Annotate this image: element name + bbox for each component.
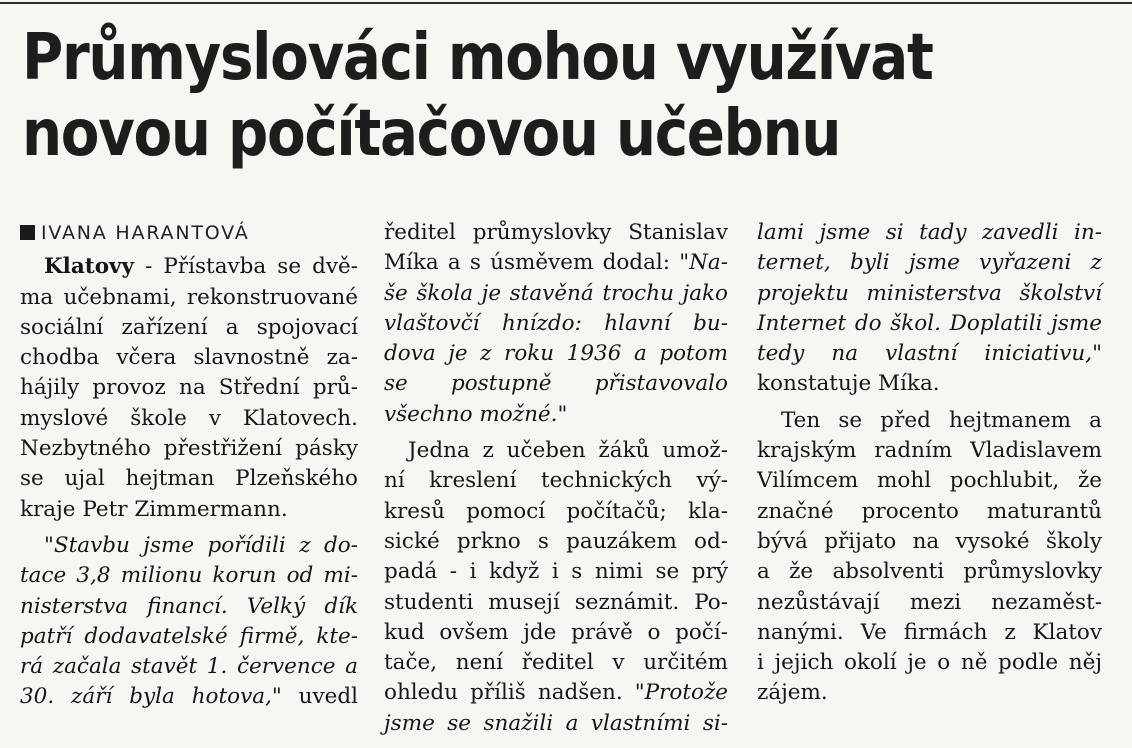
text-line: studenti musejí seznámit. Po- [384,589,728,615]
quote-line: nisterstva financí. Velký dík [20,593,358,619]
text-line: zájem. [757,680,828,706]
article-column-3 [757,218,1102,709]
text-line: hájily provoz na Střední prů- [20,375,358,401]
text-line: chodba včera slavnostně za- [20,345,358,371]
quote-line: "Stavbu jsme pořídili z do- [44,532,358,558]
text-line: Klatovy - Přístavba se dvě- [44,254,358,280]
headline-line-1: Průmyslováci mohou využívat [22,21,933,95]
text-line: bývá přijato na vysoké školy [757,528,1102,554]
quote-line: tace 3,8 milionu korun od mi- [20,563,358,589]
text-line: sické prkno s pauzákem od- [384,528,728,554]
quote-line: ternet, byli jsme vyřazeni z [757,250,1102,276]
text-line: ohledu příliš nadšen. "Protože [384,680,728,706]
text-line: tače, není ředitel v určitém [384,650,728,676]
text-line: ma učebnami, rekonstruované [20,284,358,310]
text-line: ředitel průmyslovky Stanislav [384,220,728,245]
headline [22,20,990,172]
article-column-2 [384,218,728,739]
text-line: značné procento maturantů [757,498,1102,524]
byline-author: IVANA HARANTOVÁ [41,222,250,244]
quote-line: se postupně přistavovalo [384,371,728,397]
quote-line: všechno možné." [384,401,568,427]
quote-line: še škola je stavěná trochu jako [384,280,728,306]
text-line: konstatuje Míka. [757,371,940,397]
byline-square-icon [20,225,35,240]
text-line: nezůstávají mezi nezaměst- [757,589,1102,615]
text-line: a že absolventi průmyslovky [757,559,1102,585]
text-line: 30. září byla hotova," uvedl [20,684,358,710]
text-line: Míka a s úsměvem dodal: "Na- [384,250,728,276]
quote-line: patří dodavatelské firmě, kte- [20,623,358,649]
quote-line: dova je z roku 1936 a potom [384,341,728,367]
headline-line-2: novou počítačovou učebnu [22,97,841,171]
text-line: kresů pomocí počítačů; kla- [384,498,728,524]
text-line: Jedna z učeben žáků umož- [408,438,728,464]
article-column-1 [20,218,358,713]
quote-line: Internet do škol. Doplatili jsme [757,310,1102,336]
text-line: krajským radním Vladislavem [757,438,1102,464]
text-line: ní kreslení technických vý- [384,468,728,494]
text-line: se ujal hejtman Plzeňského [20,466,358,492]
quote-line: tedy na vlastní iniciativu," [757,341,1102,367]
text-line: padá - i když i s nimi se prý [384,559,728,585]
text-line: sociální zařízení a spojovací [20,314,358,340]
quote-line: jsme se snažili a vlastními si- [384,710,728,736]
text-line: Ten se před hejtmanem a [781,407,1102,433]
top-rule [0,2,1132,4]
text-line: Nezbytného přestřižení pásky [20,436,358,462]
text-line: kud ovšem jde právě o počí- [384,619,728,645]
quote-line: vlaštovčí hnízdo: hlavní bu- [384,310,728,336]
byline [20,218,358,248]
quote-line: lami jsme si tady zavedli in- [757,220,1102,245]
text-line: Vilímcem mohl pochlubit, že [757,468,1102,494]
text-line: i jejich okolí je o ně podle něj [757,650,1102,676]
text-line: myslové škole v Klatovech. [20,405,358,431]
dateline: Klatovy [44,254,135,280]
text-line: kraje Petr Zimmermann. [20,496,288,522]
quote-line: projektu ministerstva školství [757,280,1102,306]
quote-line: rá začala stavět 1. července a [20,654,358,680]
text-line: nanými. Ve firmách z Klatov [757,619,1102,645]
